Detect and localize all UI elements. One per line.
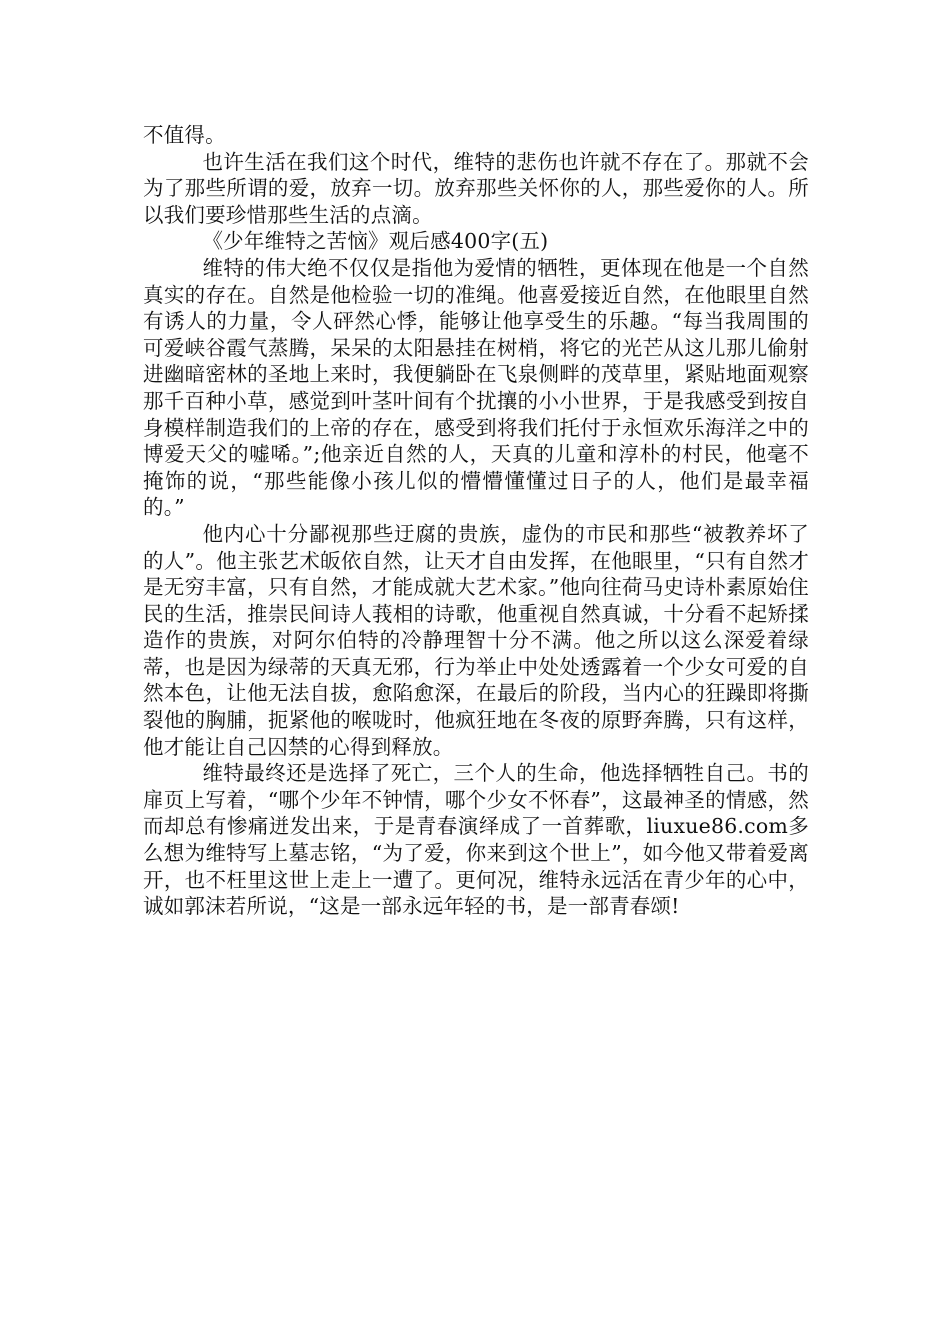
section-heading: 《少年维特之苦恼》观后感400字(五) — [202, 229, 549, 254]
continuation-text: 不值得。 — [143, 123, 226, 147]
paragraph-3: 他内心十分鄙视那些迂腐的贵族，虚伪的市民和那些“被教养坏了的人”。他主张艺术皈依自然，让天才自由发挥，在他眼里，“只有自然才是无穷丰富，只有自然，才能成就大艺术家。”他向往荷马史诗朴素原始住民的生活，推崇民间诗人莪相的诗歌，他重视自然真诚，十分看不起矫揉造作的贵族，对阿尔伯特的冷静理智十分不满。他之所以这么深爱着绿蒂，也是因为绿蒂的天真无邪，行为举止中处处透露着一个少女可爱的自然本色，让他无法自拔，愈陷愈深，在最后的阶段，当内心的狂躁即将撕裂他的胸脯，扼紧他的喉咙时，他疯狂地在冬夜的原野奔腾，只有这样，他才能让自己囚禁的心得到释放。 — [143, 521, 809, 759]
paragraph-2: 维特的伟大绝不仅仅是指他为爱情的牺牲，更体现在他是一个自然真实的存在。自然是他检验一切的准绳。他喜爱接近自然，在他眼里自然有诱人的力量，令人砰然心悸，能够让他享受生的乐趣。“每当我周围的可爱峡谷霞气蒸腾，呆呆的太阳悬挂在树梢，将它的光芒从这儿那儿偷射进幽暗密林的圣地上来时，我便躺卧在飞泉侧畔的茂草里，紧贴地面观察那千百种小草，感觉到叶茎叶间有个扰攘的小小世界，于是我感受到按自身模样制造我们的上帝的存在，感受到将我们托付于永恒欢乐海洋之中的博爱天父的嘘唏。”;他亲近自然的人，天真的儿童和淳朴的村民，他毫不掩饰的说，“那些能像小孩儿似的懵懵懂懂过日子的人，他们是最幸福的。” — [143, 255, 809, 520]
paragraph-1: 也许生活在我们这个时代，维特的悲伤也许就不存在了。那就不会为了那些所谓的爱，放弃一切。放弃那些关怀你的人，那些爱你的人。所以我们要珍惜那些生活的点滴。 — [143, 149, 809, 227]
document-body — [143, 122, 809, 920]
paragraph-4: 维特最终还是选择了死亡，三个人的生命，他选择牺牲自己。书的扉页上写着，“哪个少年不钟情，哪个少女不怀春”，这最神圣的情感，然而却总有惨痛迸发出来，于是青春演绎成了一首葬歌，liuxue86.com多么想为维特写上墓志铭，“为了爱，你来到这个世上”，如今他又带着爱离开，也不枉里这世上走上一遭了。更何况，维特永远活在青少年的心中，诚如郭沫若所说，“这是一部永远年轻的书，是一部青春颂! — [143, 761, 809, 919]
